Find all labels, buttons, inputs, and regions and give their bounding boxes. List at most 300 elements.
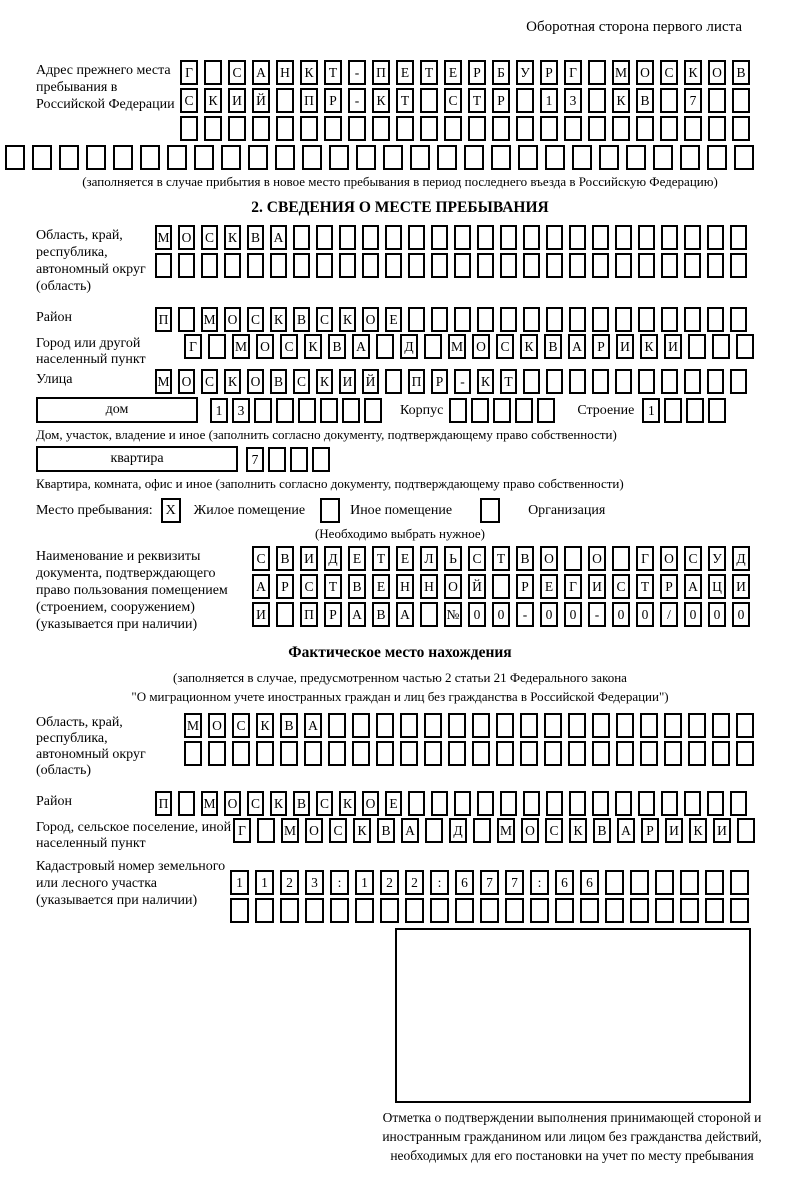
char-cell[interactable] — [396, 116, 414, 141]
char-cell[interactable] — [455, 898, 474, 923]
char-cell[interactable] — [477, 225, 494, 250]
char-cell[interactable] — [660, 116, 678, 141]
char-cell[interactable] — [254, 398, 272, 423]
char-cell[interactable] — [705, 898, 724, 923]
char-cell[interactable] — [592, 369, 609, 394]
char-cell[interactable]: К — [353, 818, 371, 843]
char-cell[interactable] — [471, 398, 489, 423]
char-cell[interactable]: 3 — [232, 398, 250, 423]
char-cell[interactable] — [546, 791, 563, 816]
char-cell[interactable]: И — [339, 369, 356, 394]
char-cell[interactable]: О — [708, 60, 726, 85]
char-cell[interactable]: С — [293, 369, 310, 394]
char-cell[interactable]: О — [224, 307, 241, 332]
char-cell[interactable] — [515, 398, 533, 423]
char-cell[interactable] — [500, 253, 517, 278]
char-cell[interactable] — [730, 369, 747, 394]
char-cell[interactable] — [255, 898, 274, 923]
char-cell[interactable] — [342, 398, 360, 423]
char-cell[interactable] — [380, 898, 399, 923]
char-cell[interactable]: К — [339, 307, 356, 332]
char-cell[interactable]: 6 — [580, 870, 599, 895]
char-cell[interactable]: А — [304, 713, 322, 738]
char-cell[interactable] — [612, 546, 630, 571]
char-cell[interactable]: Й — [468, 574, 486, 599]
char-cell[interactable] — [472, 713, 490, 738]
char-cell[interactable] — [437, 145, 457, 170]
char-cell[interactable] — [680, 898, 699, 923]
char-cell[interactable] — [449, 398, 467, 423]
char-cell[interactable]: 1 — [540, 88, 558, 113]
char-cell[interactable]: М — [497, 818, 515, 843]
char-cell[interactable] — [730, 898, 749, 923]
char-cell[interactable] — [328, 713, 346, 738]
char-cell[interactable] — [661, 253, 678, 278]
char-cell[interactable]: М — [232, 334, 250, 359]
char-cell[interactable]: К — [224, 225, 241, 250]
char-cell[interactable]: Е — [396, 60, 414, 85]
char-cell[interactable] — [569, 307, 586, 332]
char-cell[interactable] — [431, 225, 448, 250]
char-cell[interactable]: О — [178, 369, 195, 394]
actual-district-row[interactable] — [155, 791, 753, 816]
char-cell[interactable] — [546, 225, 563, 250]
char-cell[interactable] — [680, 870, 699, 895]
char-cell[interactable]: К — [270, 307, 287, 332]
char-cell[interactable] — [599, 145, 619, 170]
char-cell[interactable] — [232, 741, 250, 766]
char-cell[interactable] — [615, 253, 632, 278]
char-cell[interactable] — [444, 116, 462, 141]
stay-type-checkbox-residential[interactable]: X — [161, 498, 181, 523]
char-cell[interactable] — [626, 145, 646, 170]
char-cell[interactable] — [477, 791, 494, 816]
char-cell[interactable] — [588, 88, 606, 113]
char-cell[interactable]: С — [316, 791, 333, 816]
char-cell[interactable]: Т — [324, 574, 342, 599]
char-cell[interactable]: Д — [400, 334, 418, 359]
char-cell[interactable]: 0 — [492, 602, 510, 627]
char-cell[interactable] — [712, 334, 730, 359]
char-cell[interactable]: М — [448, 334, 466, 359]
char-cell[interactable] — [383, 145, 403, 170]
char-cell[interactable]: В — [372, 602, 390, 627]
char-cell[interactable]: Е — [385, 791, 402, 816]
char-cell[interactable] — [630, 898, 649, 923]
char-cell[interactable] — [477, 253, 494, 278]
char-cell[interactable]: Н — [276, 60, 294, 85]
char-cell[interactable]: Ц — [708, 574, 726, 599]
char-cell[interactable]: 1 — [210, 398, 228, 423]
char-cell[interactable] — [518, 145, 538, 170]
char-cell[interactable] — [707, 253, 724, 278]
char-cell[interactable] — [638, 369, 655, 394]
char-cell[interactable] — [276, 88, 294, 113]
char-cell[interactable] — [708, 116, 726, 141]
char-cell[interactable]: Е — [396, 546, 414, 571]
char-cell[interactable] — [730, 225, 747, 250]
char-cell[interactable]: С — [329, 818, 347, 843]
char-cell[interactable]: Р — [592, 334, 610, 359]
char-cell[interactable]: С — [247, 791, 264, 816]
char-cell[interactable]: С — [252, 546, 270, 571]
char-cell[interactable]: О — [362, 307, 379, 332]
char-cell[interactable] — [300, 116, 318, 141]
char-cell[interactable]: Т — [372, 546, 390, 571]
char-cell[interactable] — [410, 145, 430, 170]
char-cell[interactable] — [424, 334, 442, 359]
char-cell[interactable]: К — [270, 791, 287, 816]
char-cell[interactable]: С — [180, 88, 198, 113]
char-cell[interactable] — [468, 116, 486, 141]
char-cell[interactable]: И — [588, 574, 606, 599]
char-cell[interactable] — [655, 898, 674, 923]
char-cell[interactable] — [732, 88, 750, 113]
char-cell[interactable]: К — [372, 88, 390, 113]
char-cell[interactable]: 0 — [468, 602, 486, 627]
apartment-number-cells[interactable] — [246, 447, 334, 472]
char-cell[interactable]: И — [664, 334, 682, 359]
actual-region-row-1[interactable] — [184, 713, 760, 738]
char-cell[interactable] — [248, 145, 268, 170]
char-cell[interactable] — [705, 870, 724, 895]
char-cell[interactable]: С — [660, 60, 678, 85]
char-cell[interactable]: У — [516, 60, 534, 85]
char-cell[interactable]: С — [280, 334, 298, 359]
char-cell[interactable] — [328, 741, 346, 766]
char-cell[interactable] — [280, 741, 298, 766]
char-cell[interactable] — [408, 225, 425, 250]
char-cell[interactable] — [592, 225, 609, 250]
char-cell[interactable] — [293, 253, 310, 278]
char-cell[interactable] — [523, 369, 540, 394]
char-cell[interactable]: Р — [660, 574, 678, 599]
char-cell[interactable] — [660, 88, 678, 113]
char-cell[interactable]: В — [732, 60, 750, 85]
char-cell[interactable] — [516, 116, 534, 141]
korpus-cells[interactable] — [449, 398, 559, 423]
char-cell[interactable] — [712, 741, 730, 766]
char-cell[interactable] — [276, 398, 294, 423]
char-cell[interactable] — [376, 334, 394, 359]
street-row[interactable] — [155, 369, 753, 394]
char-cell[interactable] — [640, 741, 658, 766]
prev-address-row-3[interactable] — [180, 116, 756, 141]
city-row[interactable] — [184, 334, 760, 359]
char-cell[interactable]: И — [228, 88, 246, 113]
char-cell[interactable] — [477, 307, 494, 332]
char-cell[interactable]: А — [270, 225, 287, 250]
char-cell[interactable]: С — [228, 60, 246, 85]
house-type-box[interactable]: дом — [36, 397, 198, 423]
char-cell[interactable] — [638, 791, 655, 816]
char-cell[interactable]: 7 — [684, 88, 702, 113]
char-cell[interactable] — [707, 791, 724, 816]
char-cell[interactable] — [615, 225, 632, 250]
district-row[interactable] — [155, 307, 753, 332]
char-cell[interactable] — [664, 741, 682, 766]
char-cell[interactable]: С — [201, 369, 218, 394]
char-cell[interactable] — [492, 116, 510, 141]
char-cell[interactable] — [523, 307, 540, 332]
char-cell[interactable]: С — [612, 574, 630, 599]
char-cell[interactable] — [684, 369, 701, 394]
char-cell[interactable]: О — [444, 574, 462, 599]
cadastral-row-1[interactable] — [230, 870, 755, 895]
prev-address-row-4[interactable] — [5, 145, 800, 170]
char-cell[interactable] — [707, 369, 724, 394]
char-cell[interactable] — [523, 253, 540, 278]
char-cell[interactable] — [491, 145, 511, 170]
char-cell[interactable] — [730, 307, 747, 332]
char-cell[interactable] — [420, 88, 438, 113]
char-cell[interactable]: В — [328, 334, 346, 359]
char-cell[interactable] — [572, 145, 592, 170]
char-cell[interactable]: Б — [492, 60, 510, 85]
char-cell[interactable]: К — [256, 713, 274, 738]
char-cell[interactable]: Р — [431, 369, 448, 394]
char-cell[interactable]: 0 — [636, 602, 654, 627]
apartment-type-box[interactable]: квартира — [36, 446, 238, 472]
char-cell[interactable]: А — [396, 602, 414, 627]
document-row-3[interactable] — [252, 602, 756, 627]
char-cell[interactable]: М — [612, 60, 630, 85]
char-cell[interactable]: А — [401, 818, 419, 843]
char-cell[interactable] — [638, 253, 655, 278]
char-cell[interactable]: : — [430, 870, 449, 895]
char-cell[interactable]: Й — [252, 88, 270, 113]
char-cell[interactable]: А — [617, 818, 635, 843]
char-cell[interactable] — [737, 818, 755, 843]
char-cell[interactable]: 6 — [455, 870, 474, 895]
char-cell[interactable]: 3 — [305, 870, 324, 895]
char-cell[interactable] — [352, 713, 370, 738]
char-cell[interactable] — [431, 307, 448, 332]
char-cell[interactable] — [268, 447, 286, 472]
char-cell[interactable]: Т — [500, 369, 517, 394]
char-cell[interactable] — [275, 145, 295, 170]
char-cell[interactable] — [707, 307, 724, 332]
char-cell[interactable] — [492, 574, 510, 599]
char-cell[interactable]: С — [316, 307, 333, 332]
char-cell[interactable] — [615, 791, 632, 816]
prev-address-row-2[interactable] — [180, 88, 756, 113]
char-cell[interactable]: Д — [449, 818, 467, 843]
char-cell[interactable]: 1 — [230, 870, 249, 895]
char-cell[interactable]: 0 — [708, 602, 726, 627]
char-cell[interactable]: О — [540, 546, 558, 571]
char-cell[interactable] — [520, 741, 538, 766]
char-cell[interactable] — [280, 898, 299, 923]
char-cell[interactable]: М — [201, 307, 218, 332]
char-cell[interactable] — [520, 713, 538, 738]
char-cell[interactable]: 1 — [642, 398, 660, 423]
char-cell[interactable] — [569, 225, 586, 250]
char-cell[interactable] — [545, 145, 565, 170]
char-cell[interactable] — [208, 334, 226, 359]
char-cell[interactable] — [194, 145, 214, 170]
char-cell[interactable]: Г — [636, 546, 654, 571]
actual-city-row[interactable] — [233, 818, 761, 843]
char-cell[interactable] — [424, 713, 442, 738]
char-cell[interactable] — [480, 898, 499, 923]
char-cell[interactable] — [473, 818, 491, 843]
char-cell[interactable] — [712, 713, 730, 738]
char-cell[interactable]: Н — [396, 574, 414, 599]
char-cell[interactable] — [276, 116, 294, 141]
char-cell[interactable]: 2 — [280, 870, 299, 895]
char-cell[interactable]: Й — [362, 369, 379, 394]
char-cell[interactable]: К — [520, 334, 538, 359]
char-cell[interactable] — [59, 145, 79, 170]
char-cell[interactable]: В — [516, 546, 534, 571]
char-cell[interactable]: М — [155, 369, 172, 394]
char-cell[interactable]: С — [684, 546, 702, 571]
char-cell[interactable] — [736, 713, 754, 738]
char-cell[interactable] — [329, 145, 349, 170]
char-cell[interactable] — [530, 898, 549, 923]
char-cell[interactable] — [362, 253, 379, 278]
char-cell[interactable]: Е — [444, 60, 462, 85]
actual-region-row-2[interactable] — [184, 741, 760, 766]
char-cell[interactable] — [661, 307, 678, 332]
char-cell[interactable] — [472, 741, 490, 766]
char-cell[interactable] — [113, 145, 133, 170]
char-cell[interactable] — [270, 253, 287, 278]
char-cell[interactable] — [184, 741, 202, 766]
char-cell[interactable]: В — [293, 307, 310, 332]
char-cell[interactable] — [688, 741, 706, 766]
char-cell[interactable] — [684, 253, 701, 278]
char-cell[interactable]: С — [545, 818, 563, 843]
char-cell[interactable] — [592, 253, 609, 278]
char-cell[interactable]: Л — [420, 546, 438, 571]
char-cell[interactable] — [293, 225, 310, 250]
char-cell[interactable] — [208, 741, 226, 766]
char-cell[interactable]: 6 — [555, 870, 574, 895]
char-cell[interactable] — [688, 334, 706, 359]
char-cell[interactable]: Е — [348, 546, 366, 571]
char-cell[interactable]: О — [362, 791, 379, 816]
char-cell[interactable]: Т — [492, 546, 510, 571]
char-cell[interactable] — [320, 398, 338, 423]
char-cell[interactable] — [167, 145, 187, 170]
char-cell[interactable] — [664, 398, 682, 423]
char-cell[interactable] — [569, 791, 586, 816]
char-cell[interactable] — [592, 713, 610, 738]
char-cell[interactable]: Н — [420, 574, 438, 599]
char-cell[interactable]: 0 — [564, 602, 582, 627]
char-cell[interactable]: В — [293, 791, 310, 816]
char-cell[interactable]: И — [616, 334, 634, 359]
char-cell[interactable]: 2 — [380, 870, 399, 895]
char-cell[interactable]: М — [281, 818, 299, 843]
char-cell[interactable] — [204, 60, 222, 85]
char-cell[interactable] — [684, 225, 701, 250]
char-cell[interactable]: К — [204, 88, 222, 113]
char-cell[interactable]: Р — [276, 574, 294, 599]
char-cell[interactable] — [464, 145, 484, 170]
char-cell[interactable]: / — [660, 602, 678, 627]
char-cell[interactable] — [684, 307, 701, 332]
char-cell[interactable] — [664, 713, 682, 738]
char-cell[interactable] — [708, 88, 726, 113]
char-cell[interactable]: Ь — [444, 546, 462, 571]
char-cell[interactable]: О — [636, 60, 654, 85]
char-cell[interactable] — [568, 713, 586, 738]
char-cell[interactable] — [640, 713, 658, 738]
char-cell[interactable]: С — [468, 546, 486, 571]
char-cell[interactable]: К — [640, 334, 658, 359]
char-cell[interactable] — [500, 791, 517, 816]
char-cell[interactable] — [688, 713, 706, 738]
char-cell[interactable]: П — [372, 60, 390, 85]
char-cell[interactable]: Р — [540, 60, 558, 85]
char-cell[interactable]: П — [300, 602, 318, 627]
char-cell[interactable] — [352, 741, 370, 766]
char-cell[interactable] — [605, 870, 624, 895]
char-cell[interactable]: К — [339, 791, 356, 816]
char-cell[interactable] — [730, 870, 749, 895]
char-cell[interactable] — [707, 225, 724, 250]
char-cell[interactable]: И — [252, 602, 270, 627]
char-cell[interactable]: Д — [324, 546, 342, 571]
char-cell[interactable] — [224, 253, 241, 278]
char-cell[interactable] — [454, 253, 471, 278]
char-cell[interactable] — [420, 116, 438, 141]
char-cell[interactable]: В — [348, 574, 366, 599]
char-cell[interactable] — [568, 741, 586, 766]
stay-type-checkbox-other-premises[interactable] — [320, 498, 340, 523]
char-cell[interactable] — [448, 741, 466, 766]
char-cell[interactable]: Т — [636, 574, 654, 599]
char-cell[interactable]: А — [568, 334, 586, 359]
char-cell[interactable] — [385, 369, 402, 394]
char-cell[interactable]: 3 — [564, 88, 582, 113]
char-cell[interactable] — [385, 253, 402, 278]
char-cell[interactable] — [356, 145, 376, 170]
char-cell[interactable] — [376, 741, 394, 766]
char-cell[interactable]: А — [684, 574, 702, 599]
char-cell[interactable]: - — [454, 369, 471, 394]
char-cell[interactable] — [546, 253, 563, 278]
char-cell[interactable] — [616, 741, 634, 766]
char-cell[interactable] — [546, 307, 563, 332]
char-cell[interactable]: А — [252, 574, 270, 599]
char-cell[interactable]: У — [708, 546, 726, 571]
char-cell[interactable] — [500, 225, 517, 250]
char-cell[interactable] — [376, 713, 394, 738]
char-cell[interactable]: О — [224, 791, 241, 816]
char-cell[interactable]: : — [530, 870, 549, 895]
char-cell[interactable] — [707, 145, 727, 170]
char-cell[interactable] — [405, 898, 424, 923]
char-cell[interactable]: О — [472, 334, 490, 359]
char-cell[interactable]: Р — [324, 88, 342, 113]
char-cell[interactable]: П — [155, 307, 172, 332]
char-cell[interactable]: - — [348, 88, 366, 113]
char-cell[interactable]: 1 — [255, 870, 274, 895]
char-cell[interactable]: 0 — [732, 602, 750, 627]
char-cell[interactable] — [564, 546, 582, 571]
char-cell[interactable] — [257, 818, 275, 843]
char-cell[interactable] — [339, 253, 356, 278]
char-cell[interactable] — [615, 307, 632, 332]
char-cell[interactable]: Т — [396, 88, 414, 113]
char-cell[interactable]: К — [689, 818, 707, 843]
char-cell[interactable] — [408, 791, 425, 816]
char-cell[interactable] — [305, 898, 324, 923]
